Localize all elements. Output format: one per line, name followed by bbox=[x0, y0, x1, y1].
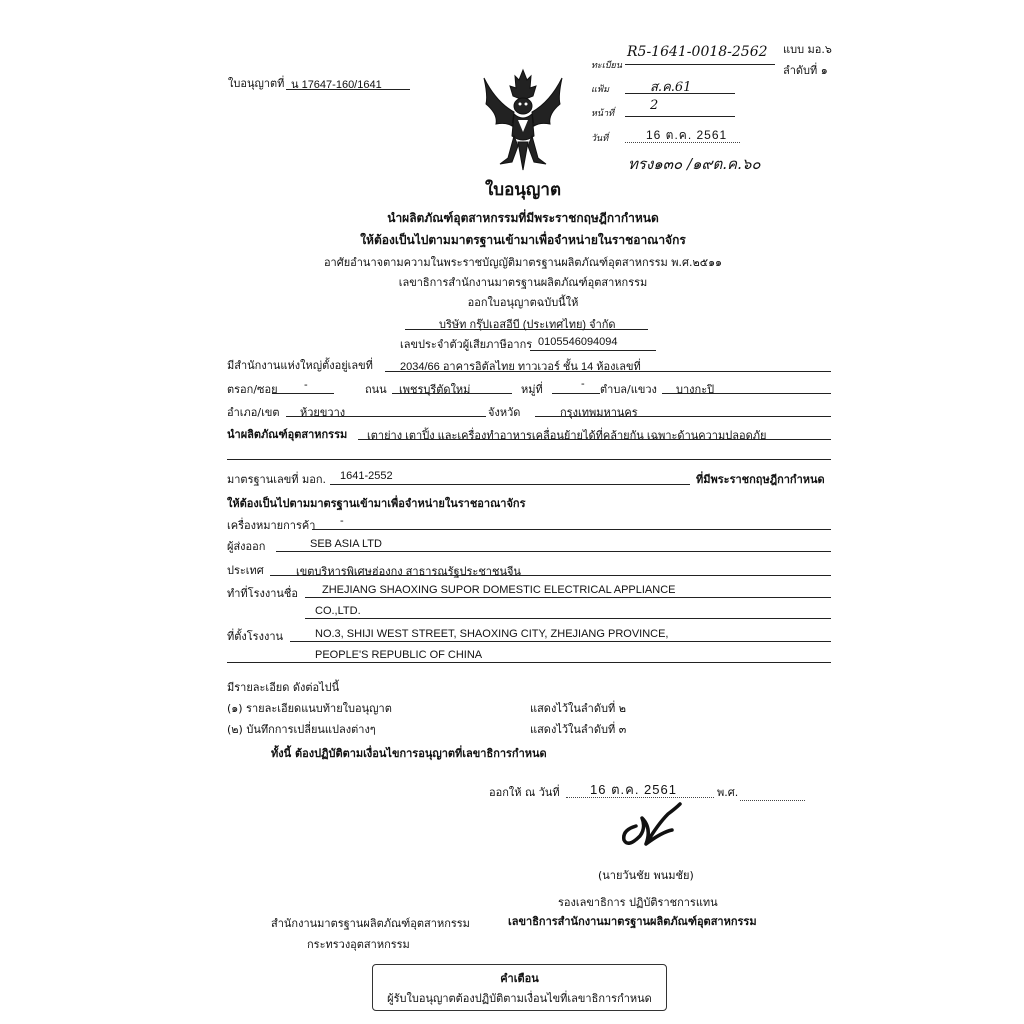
exporter-label: ผู้ส่งออก bbox=[227, 540, 266, 553]
authority-line: อาศัยอำนาจตามความในพระราชบัญญัติมาตรฐานผลิตภัณฑ์อุตสาหกรรม พ.ศ.๒๕๑๑ bbox=[323, 256, 723, 269]
license-number: น 17647-160/1641 bbox=[291, 79, 382, 91]
page-title: ใบอนุญาต bbox=[485, 180, 561, 200]
garuda-emblem bbox=[478, 66, 568, 174]
file-value: ส.ค.61 bbox=[650, 80, 692, 95]
moo-value: - bbox=[581, 378, 585, 390]
factory-address-line-1: NO.3, SHIJI WEST STREET, SHAOXING CITY, ZHEJIANG PROVINCE, bbox=[315, 628, 669, 640]
factory-name-line-2: CO.,LTD. bbox=[315, 605, 361, 617]
soi-value: - bbox=[304, 379, 308, 391]
reg-label: ทะเบียน bbox=[591, 61, 622, 71]
subdistrict-label: ตำบล/แขวง bbox=[600, 383, 657, 396]
standard-label: มาตรฐานเลขที่ มอก. bbox=[227, 473, 327, 486]
license-label: ใบอนุญาตที่ bbox=[228, 77, 285, 90]
date-stamp: 16 ต.ค. 2561 bbox=[646, 128, 728, 142]
date-label: วันที่ bbox=[591, 134, 609, 144]
secretary-line: เลขาธิการสำนักงานมาตรฐานผลิตภัณฑ์อุตสาหกรรม bbox=[398, 276, 648, 289]
title-line-1: นำผลิตภัณฑ์อุตสาหกรรมที่มีพระราชกฤษฎีกากำหนด bbox=[387, 211, 659, 225]
reg-value: R5-1641-0018-2562 bbox=[627, 44, 768, 60]
country-value: เขตบริหารพิเศษฮ่องกง สาธารณรัฐประชาชนจีน bbox=[296, 566, 521, 578]
hq-label: มีสำนักงานแห่งใหญ่ตั้งอยู่เลขที่ bbox=[227, 359, 373, 372]
conditions-line: ทั้งนี้ ต้องปฏิบัติตามเงื่อนไขการอนุญาตที่เลขาธิการกำหนด bbox=[271, 747, 547, 760]
district-label: อำเภอ/เขต bbox=[227, 406, 280, 419]
handwritten-note: ทรง๑๓๐ /๑๙ต.ค.๖๐ bbox=[628, 155, 761, 173]
title-line-2: ให้ต้องเป็นไปตามมาตรฐานเข้ามาเพื่อจำหน่ายในราชอาณาจักร bbox=[360, 233, 686, 247]
soi-label: ตรอก/ซอย bbox=[227, 383, 278, 396]
product-value: เตาย่าง เตาปิ้ง และเครื่องทำอาหารเคลื่อนย้ายได้ที่คล้ายกัน เฉพาะด้านความปลอดภัย bbox=[367, 430, 767, 442]
location-label: ที่ตั้งโรงงาน bbox=[227, 630, 284, 643]
issue-date-label: ออกให้ ณ วันที่ bbox=[489, 786, 560, 799]
trademark-value: - bbox=[340, 515, 344, 527]
country-label: ประเทศ bbox=[227, 564, 264, 577]
details-item-2: (๒) บันทึกการเปลี่ยนแปลงต่างๆ bbox=[227, 723, 376, 736]
page-label: หน้าที่ bbox=[591, 109, 615, 119]
standard-value: 1641-2552 bbox=[340, 470, 393, 482]
trademark-label: เครื่องหมายการค้า bbox=[227, 519, 316, 532]
product-label: นำผลิตภัณฑ์อุตสาหกรรม bbox=[227, 428, 348, 441]
signature-mark bbox=[612, 800, 692, 852]
warning-text: ผู้รับใบอนุญาตต้องปฏิบัติตามเงื่อนไขที่เลขาธิการกำหนด bbox=[387, 992, 652, 1005]
page-value: 2 bbox=[650, 98, 659, 113]
office-line-1: สำนักงานมาตรฐานผลิตภัณฑ์อุตสาหกรรม bbox=[271, 917, 470, 930]
file-label: แฟ้ม bbox=[591, 85, 610, 95]
details-item-2-ref: แสดงไว้ในลำดับที่ ๓ bbox=[530, 723, 627, 736]
standard-suffix: ที่มีพระราชกฤษฎีกากำหนด bbox=[696, 473, 825, 486]
moo-label: หมู่ที่ bbox=[521, 383, 543, 396]
tax-id-value: 0105546094094 bbox=[538, 336, 618, 348]
signatory-position-1: รองเลขาธิการ ปฏิบัติราชการแทน bbox=[558, 896, 718, 909]
form-code: แบบ มอ.๖ bbox=[783, 43, 832, 56]
factory-name-line-1: ZHEJIANG SHAOXING SUPOR DOMESTIC ELECTRICAL APPLIANCE bbox=[322, 584, 676, 596]
office-line-2: กระทรวงอุตสาหกรรม bbox=[307, 938, 410, 951]
exporter-value: SEB ASIA LTD bbox=[310, 538, 382, 550]
subdistrict-value: บางกะปิ bbox=[676, 384, 715, 396]
province-value: กรุงเทพมหานคร bbox=[560, 407, 638, 419]
province-label: จังหวัด bbox=[488, 406, 521, 419]
tax-id-label: เลขประจำตัวผู้เสียภาษีอากร bbox=[400, 338, 533, 351]
factory-label: ทำที่โรงงานชื่อ bbox=[227, 587, 299, 600]
hq-value: 2034/66 อาคารอิตัลไทย ทาวเวอร์ ชั้น 14 ห้องเลขที่ bbox=[400, 361, 641, 373]
company-name: บริษัท กรุ๊ปเอสอีบี (ประเทศไทย) จำกัด bbox=[439, 319, 616, 331]
road-value: เพชรบุรีตัดใหม่ bbox=[399, 384, 471, 396]
issue-date-value: 16 ต.ค. 2561 bbox=[590, 782, 677, 797]
warning-box bbox=[372, 964, 667, 1011]
details-item-1-ref: แสดงไว้ในลำดับที่ ๒ bbox=[530, 702, 626, 715]
details-heading: มีรายละเอียด ดังต่อไปนี้ bbox=[227, 681, 340, 694]
details-item-1: (๑) รายละเอียดแนบท้ายใบอนุญาต bbox=[227, 702, 392, 715]
factory-address-line-2: PEOPLE'S REPUBLIC OF CHINA bbox=[315, 649, 483, 661]
conformity-line: ให้ต้องเป็นไปตามมาตรฐานเข้ามาเพื่อจำหน่ายในราชอาณาจักร bbox=[227, 497, 526, 510]
issued-to-line: ออกใบอนุญาตฉบับนี้ให้ bbox=[467, 296, 579, 309]
road-label: ถนน bbox=[365, 383, 387, 396]
signatory-position-2: เลขาธิการสำนักงานมาตรฐานผลิตภัณฑ์อุตสาหกรรม bbox=[508, 915, 757, 928]
order-number: ลำดับที่ ๑ bbox=[783, 64, 828, 77]
buddhist-era-label: พ.ศ. bbox=[717, 786, 739, 799]
signatory-name: (นายวันชัย พนมชัย) bbox=[598, 869, 694, 882]
warning-title: คำเตือน bbox=[500, 972, 539, 985]
district-value: ห้วยขวาง bbox=[300, 407, 346, 419]
